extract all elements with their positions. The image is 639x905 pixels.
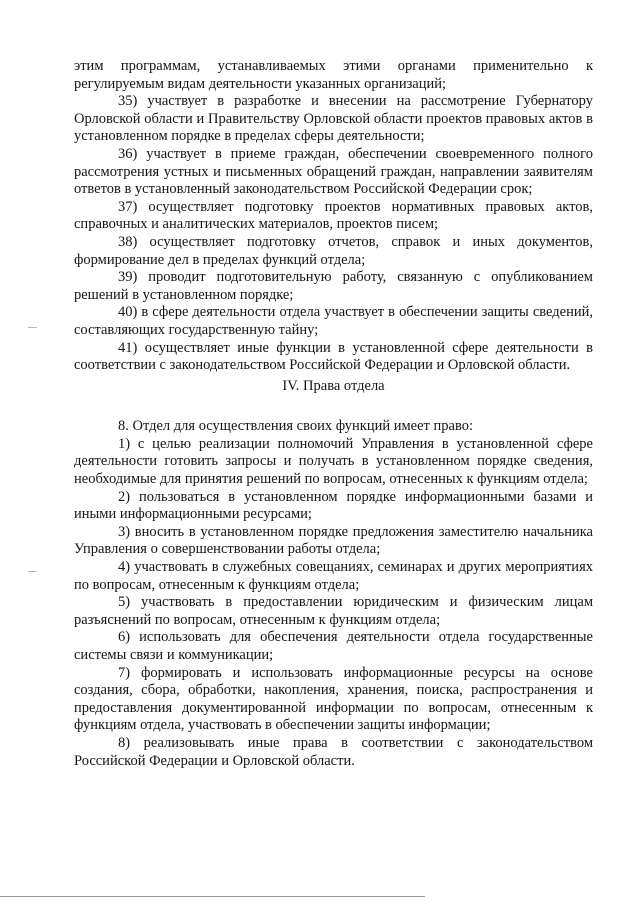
paragraph-item-37: 37) осуществляет подготовку проектов нормативных правовых актов, справочных и аналитических материалов, проектов писем; bbox=[74, 198, 593, 233]
paragraph-item-40: 40) в сфере деятельности отдела участвует в обеспечении защиты сведений, составляющих государственную тайну; bbox=[74, 304, 593, 338]
right-item-6: 6) использовать для обеспечения деятельности отдела государственные системы связи и коммуникации; bbox=[74, 629, 593, 663]
right-item-1: 1) с целью реализации полномочий Управления в установленной сфере деятельности готовить запросы и получать в установленном порядке сведения, необходимые для принятия решений по вопросам, отнесенных к функциям отдела; bbox=[74, 435, 593, 488]
right-item-8: 8) реализовывать иные права в соответствии с законодательством Российской Федерации и Орловской области. bbox=[74, 734, 593, 769]
rights-intro: 8. Отдел для осуществления своих функций имеет право: bbox=[118, 418, 473, 435]
bottom-scan-line bbox=[0, 896, 425, 897]
paragraph-item-35: 35) участвует в разработке и внесении на рассмотрение Губернатору Орловской области и Правительству Орловской области проектов правовых актов в установленном порядке в пределах сферы деятельности; bbox=[74, 93, 593, 145]
right-item-7: 7) формировать и использовать информационные ресурсы на основе создания, сбора, обработки, накопления, хранения, поиска, распространения и предоставления документированной информации по вопросам, отнесенным к функциям отдела, участвовать в обеспечении защиты информации; bbox=[74, 664, 593, 734]
section-heading: IV. Права отдела bbox=[282, 377, 385, 394]
paragraph-continuation: этим программам, устанавливаемых этими органами применительно к регулируемым видам деятельности указанных организаций; bbox=[74, 58, 593, 92]
margin-scan-mark bbox=[28, 327, 37, 328]
margin-scan-mark bbox=[28, 571, 37, 572]
right-item-5: 5) участвовать в предоставлении юридическим и физическим лицам разъяснений по вопросам, отнесенным к функциям отдела; bbox=[74, 594, 593, 628]
paragraph-item-39: 39) проводит подготовительную работу, связанную с опубликованием решений в установленном порядке; bbox=[74, 269, 593, 303]
paragraph-item-38: 38) осуществляет подготовку отчетов, справок и иных документов, формирование дел в пределах функций отдела; bbox=[74, 233, 593, 268]
paragraph-item-36: 36) участвует в приеме граждан, обеспечении своевременного полного рассмотрения устных и письменных обращений граждан, направлении заявителям ответов в установленный законодательством Российской Федерации срок; bbox=[74, 145, 593, 198]
right-item-2: 2) пользоваться в установленном порядке информационными базами и иными информационными ресурсами; bbox=[74, 488, 593, 523]
document-body bbox=[74, 58, 593, 770]
paragraph-item-41: 41) осуществляет иные функции в установленной сфере деятельности в соответствии с законодательством Российской Федерации и Орловской области. bbox=[74, 339, 593, 374]
right-item-3: 3) вносить в установленном порядке предложения заместителю начальника Управления о совершенствовании работы отдела; bbox=[74, 523, 593, 558]
right-item-4: 4) участвовать в служебных совещаниях, семинарах и других мероприятиях по вопросам, отнесенным к функциям отдела; bbox=[74, 559, 593, 593]
